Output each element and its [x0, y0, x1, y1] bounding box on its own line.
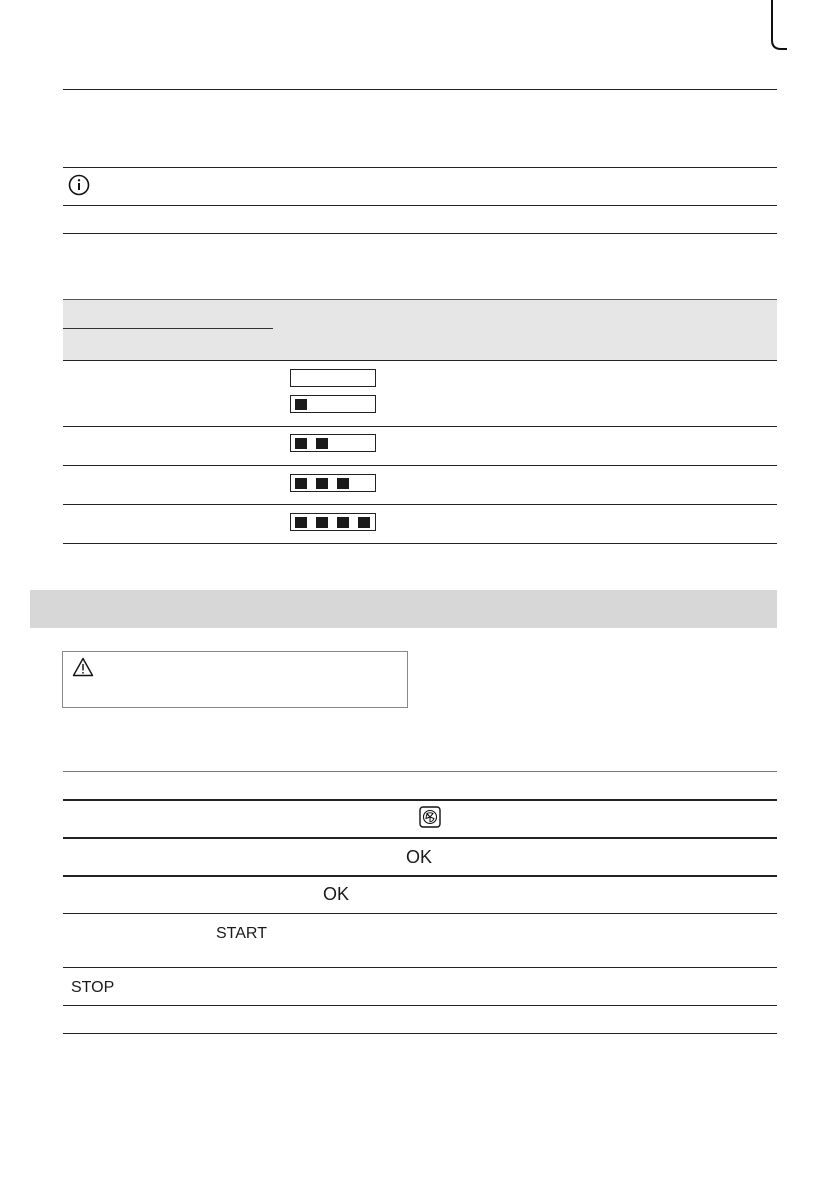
level-block: [295, 478, 307, 489]
table-row-rule: [63, 426, 777, 427]
steps-rule: [63, 875, 777, 877]
steps-rule: [63, 1005, 777, 1006]
level-block: [316, 517, 328, 528]
steps-rule: [63, 771, 777, 772]
steps-rule: [63, 913, 777, 914]
ok-button-label: OK: [323, 884, 350, 904]
level-indicator-bar: [290, 434, 376, 452]
rule-top-2: [63, 167, 777, 168]
rule-section-end: [63, 233, 777, 234]
level-block: [295, 399, 307, 410]
level-indicator-bar: [290, 395, 376, 413]
ok-button-label: OK: [406, 847, 433, 867]
level-indicator-bar: [290, 513, 376, 531]
level-indicator-bar: [290, 369, 376, 387]
section-heading-bar: [30, 590, 777, 628]
start-button-label: START: [216, 925, 267, 942]
level-block: [316, 438, 328, 449]
rule-info-bottom: [63, 205, 777, 206]
warning-triangle-icon: [72, 657, 94, 677]
steps-rule: [63, 837, 777, 839]
rule-top-1: [63, 89, 777, 90]
table-header-underline: [63, 328, 273, 329]
steps-rule: [63, 799, 777, 801]
level-block: [337, 517, 349, 528]
level-block: [358, 517, 370, 528]
table-row-rule: [63, 504, 777, 505]
info-icon: [68, 174, 90, 196]
warning-box: [62, 651, 408, 708]
table-bottom-rule: [63, 543, 777, 544]
level-block: [316, 478, 328, 489]
table-row-rule: [63, 465, 777, 466]
level-block: [295, 517, 307, 528]
corner-bracket-icon: [771, 0, 787, 50]
steps-rule: [63, 967, 777, 968]
table-header: [63, 299, 777, 361]
fan-button-icon[interactable]: [419, 806, 441, 828]
stop-button-label: STOP: [71, 979, 115, 996]
table-header-bottom-rule: [63, 360, 777, 361]
level-block: [337, 478, 349, 489]
level-block: [295, 438, 307, 449]
level-indicator-bar: [290, 474, 376, 492]
table-header-top-rule: [63, 299, 777, 300]
steps-bottom-rule: [63, 1033, 777, 1034]
